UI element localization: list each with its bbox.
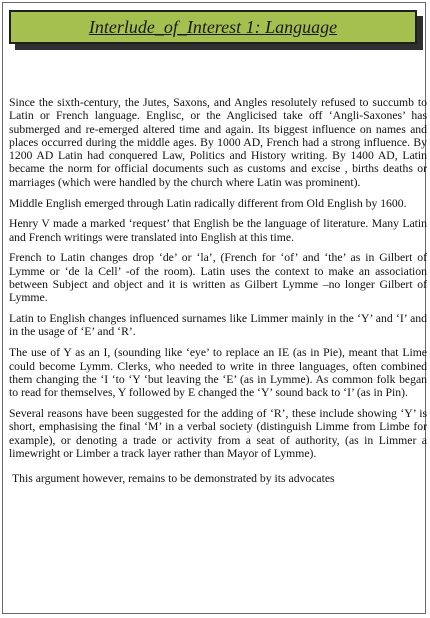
paragraph-french-to-latin: French to Latin changes drop ‘de’ or ‘la’, (French for ‘of’ and ‘the’ as in Gilbert of Lymme or ‘de la Cell’ -of the room). Latin uses the context to make an association between Subject and object and it is written as Gilbert Lymme –no longer Gilbert of Lymme. bbox=[9, 251, 427, 305]
paragraph-henry-v: Henry V made a marked ‘request’ that English be the language of literature. Many Latin and French writings were translated into English at this time. bbox=[9, 217, 427, 244]
paragraph-adding-r: Several reasons have been suggested for the adding of ‘R’, these include showing ‘Y’ is short, emphasising the final ‘M’ in a verbal society (distinguish Limme from Limbe for example), or denoting a trade or activity from a seat of authority, (as in Limmer a limewright or Limber a track layer rather than Mayor of Lymme). bbox=[9, 406, 427, 460]
paragraph-conclusion: This argument however, remains to be demonstrated by its advocates bbox=[12, 472, 335, 486]
paragraph-history: Since the sixth-century, the Jutes, Saxons, and Angles resolutely refused to succumb to Latin or French language. Englisc, or the Anglicised take off ‘Angli-Saxones’ has submerged and re-emerged altered time and again. Its biggest influence on names and places occurred during the middle ages. By 1000 AD, French had a strong influence. By 1200 AD Latin had conquered Law, Politics and History writing. By 1400 AD, Latin became the norm for official documents such as customs and excise , births deaths or marriages (which were handled by the church where Latin was prominent). bbox=[9, 96, 427, 189]
paragraph-middle-english: Middle English emerged through Latin radically different from Old English by 1600. bbox=[9, 196, 407, 210]
paragraph-latin-to-english: Latin to English changes influenced surnames like Limmer mainly in the ‘Y’ and ‘I’ and in the usage of ‘E’ and ‘R’. bbox=[9, 312, 427, 339]
paragraph-y-as-i: The use of Y as an I, (sounding like ‘eye’ to replace an IE (as in Pie), meant that Lime could become Lymm. Clerks, who needed to write in three languages, often combined them changing the ‘I ‘to ‘Y ‘but leaving the ‘E’ (as in Lymme). As common folk began to read for themselves, Y followed by E changed the ‘Y’ sound back to ‘I’ (as in Pin). bbox=[9, 346, 427, 400]
title-box bbox=[9, 10, 417, 44]
page-title: Interlude_of_Interest 1: Language bbox=[88, 16, 338, 37]
article-body bbox=[9, 96, 427, 493]
page-frame bbox=[2, 2, 426, 614]
